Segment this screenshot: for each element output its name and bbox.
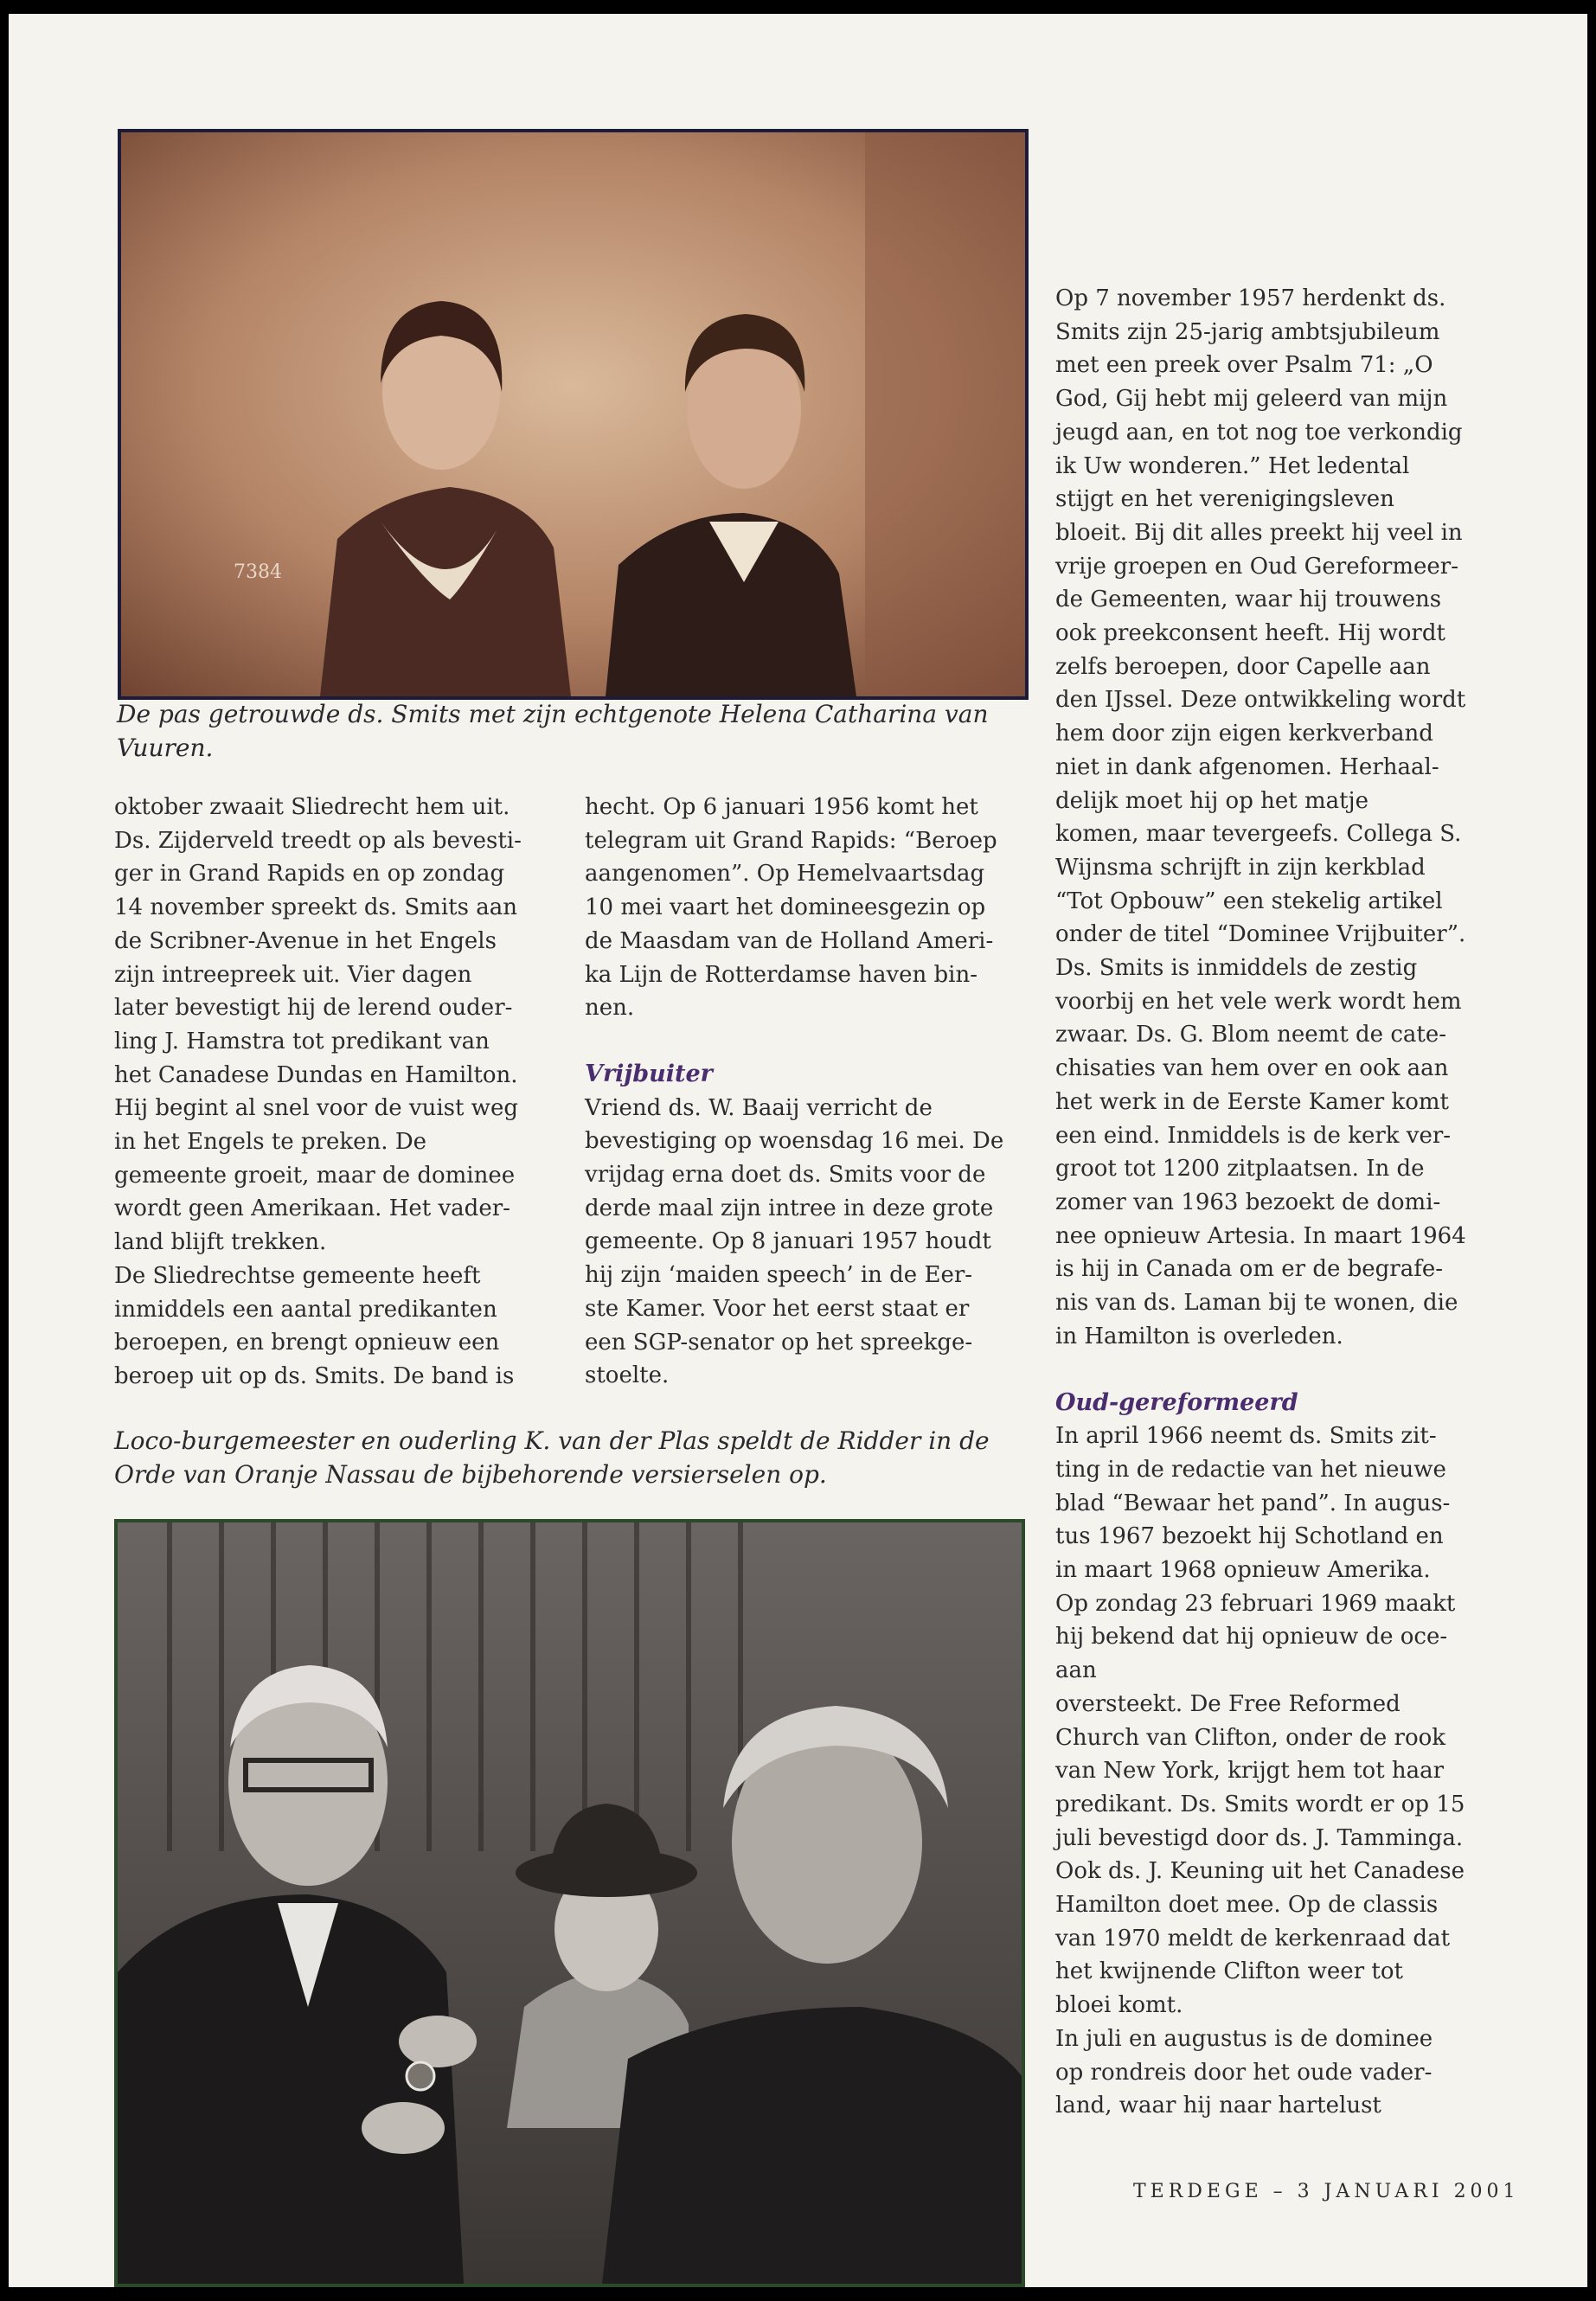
page-footer: TERDEGE – 3 JANUARI 2001 (1133, 2181, 1520, 2202)
column-left (114, 791, 564, 1394)
photo-number-mark: 7384 (234, 561, 282, 583)
ceremony-photo-caption: Loco-burgemeester en ouderling K. van der Plas speldt de Ridder in de Orde van Oranje Nassau de bijbehorende versierselen op. (114, 1426, 990, 1489)
heading-oud-gereformeerd: Oud-gereformeerd (1055, 1388, 1298, 1416)
middle-paragraph-2: Vriend ds. W. Baaij verricht de bevestiging op woensdag 16 mei. De vrijdag erna doet ds. Smits voor de derde maal zijn intree in deze grote gemeente. Op 8 januari 1957 houdt hij zijn ‘maiden speech’ in de Eer- ste Kamer. Voor het eerst staat er een SGP-senator op het spreekge- stoelte. (585, 1094, 1004, 1389)
column-middle (585, 791, 1035, 1393)
right-paragraph-2: In april 1966 neemt ds. Smits zit- ting in de redactie van het nieuwe blad “Bewaar het pand”. In augus- tus 1967 bezoekt hij Schotland en in maart 1968 opnieuw Amerika. Op zondag 23 februari 1969 maakt hij bekend dat hij opnieuw de oce- aan oversteekt. De Free Reformed Church van Clifton, onder de rook van New York, krijgt hem tot haar predikant. Ds. Smits wordt er op 15 juli bevestigd door ds. J. Tamminga. Ook ds. J. Keuning uit het Canadese Hamilton doet mee. Op de classis van 1970 meldt de kerkenraad dat het kwijnende Clifton weer tot bloei komt. In juli en augustus is de dominee op rondreis door het oude vader- land, waar hij naar hartelust (1055, 1423, 1465, 2119)
middle-paragraph-1: hecht. Op 6 januari 1956 komt het telegram uit Grand Rapids: “Beroep aangenomen”. Op Hemelvaartsdag 10 mei vaart het domineesgezin op de Maasdam van de Holland Ameri- ka Lijn de Rotterdamse haven bin- nen. (585, 794, 997, 1022)
wedding-photo (118, 129, 1029, 700)
column-right (1055, 282, 1574, 2123)
right-paragraph-1: Op 7 november 1957 herdenkt ds. Smits zijn 25-jarig ambtsjubileum met een preek over Psalm 71: „O God, Gij hebt mij geleerd van mijn jeugd aan, en tot nog toe verkondig ik Uw wonderen.” Het ledental stijgt en het verenigingsleven bloeit. Bij dit alles preekt hij veel in vrije groepen en Oud Gereformeer- de Gemeenten, waar hij trouwens ook preekconsent heeft. Hij wordt zelfs beroepen, door Capelle aan den IJssel. Deze ontwikkeling wordt hem door zijn eigen kerkverband niet in dank afgenomen. Herhaal- delijk moet hij op het matje komen, maar tevergeefs. Collega S. Wijnsma schrijft in zijn kerkblad “Tot Opbouw” een stekelig artikel onder de titel “Dominee Vrijbuiter”. Ds. Smits is inmiddels de zestig voorbij en het vele werk wordt hem zwaar. Ds. G. Blom neemt de cate- chisaties van hem over en ook aan het werk in de Eerste Kamer komt een eind. Inmiddels is de kerk ver- groot tot 1200 zitplaatsen. In de zomer van 1963 bezoekt de domi- nee opnieuw Artesia. In maart 1964 is hij in Canada om er de begrafe- nis van ds. Laman bij te wonen, die in Hamilton is overleden. (1055, 285, 1466, 1349)
magazine-page (9, 14, 1587, 2287)
ceremony-photo (114, 1519, 1025, 2287)
heading-vrijbuiter: Vrijbuiter (585, 1060, 713, 1087)
left-paragraph: oktober zwaait Sliedrecht hem uit. Ds. Zijderveld treedt op als bevesti- ger in Grand Rapids en op zondag 14 november spreekt ds. Smits aan de Scribner-Avenue in het Engels zijn intreepreek uit. Vier dagen later bevestigt hij de lerend ouder- ling J. Hamstra tot predikant van het Canadese Dundas en Hamilton. Hij begint al snel voor de vuist weg in het Engels te preken. De gemeente groeit, maar de dominee wordt geen Amerikaan. Het vader- land blijft trekken. De Sliedrechtse gemeente heeft inmiddels een aantal predikanten beroepen, en brengt opnieuw een beroep uit op ds. Smits. De band is (114, 794, 522, 1389)
wedding-photo-caption: De pas getrouwde ds. Smits met zijn echtgenote Helena Catharina van Vuuren. (117, 700, 989, 762)
